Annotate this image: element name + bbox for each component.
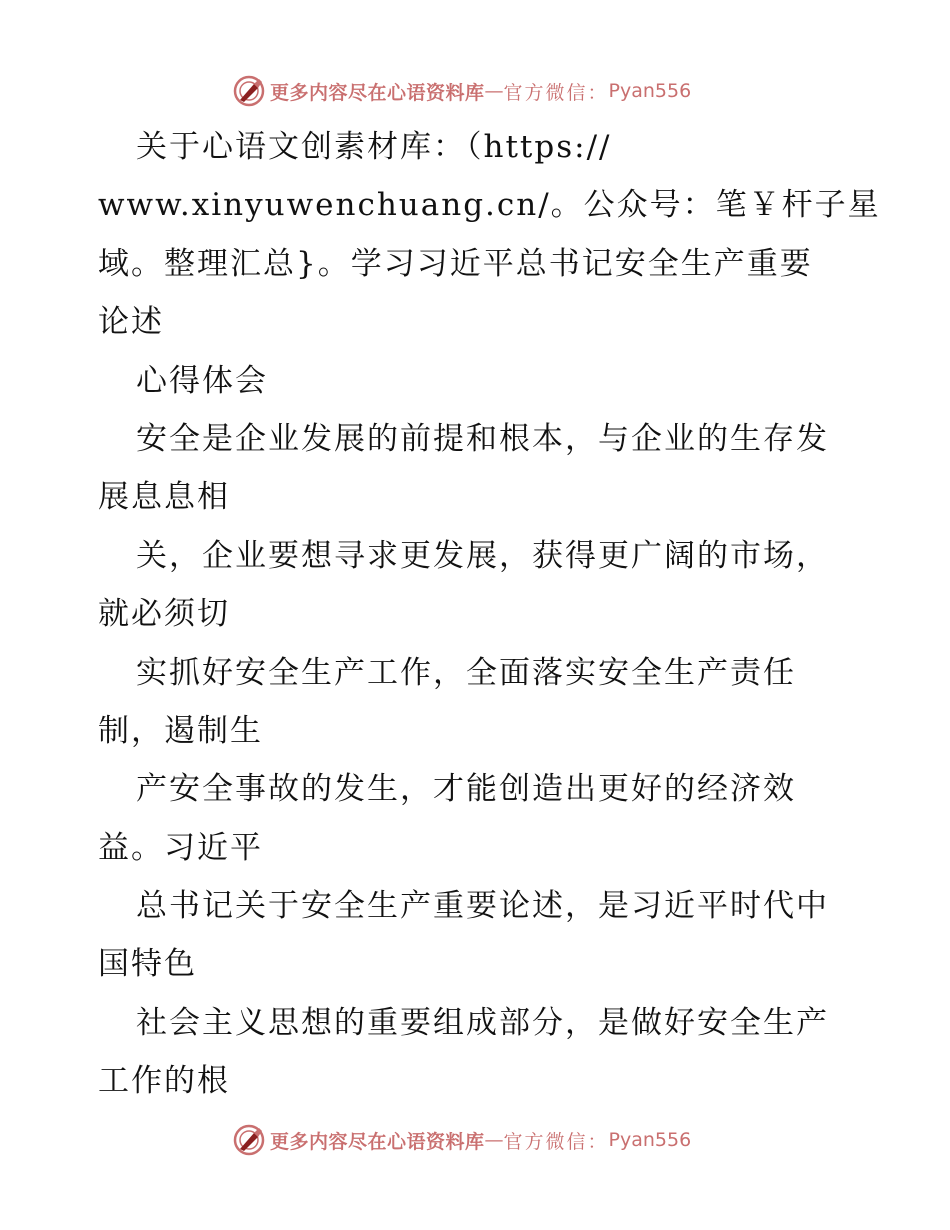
body-line: www.xinyuwenchuang.cn/。公众号：笔￥杆子星 (98, 187, 881, 224)
body-line: 域。整理汇总}。学习习近平总书记安全生产重要 (98, 245, 813, 282)
document-body (98, 118, 881, 1111)
header-banner (232, 71, 691, 111)
body-line: 国特色 (98, 946, 197, 983)
banner-wechat-label: 官方微信： (503, 81, 609, 104)
body-line: 工作的根 (98, 1063, 230, 1100)
banner-separator: — (484, 1129, 504, 1151)
body-line: 总书记关于安全生产重要论述，是习近平时代中 (136, 888, 829, 925)
body-line: 展息息相 (98, 479, 230, 516)
body-line: 益。习近平 (98, 829, 263, 866)
body-line: 论述 (98, 304, 164, 341)
body-line: 就必须切 (98, 596, 230, 633)
banner-wechat-id: Pyan556 (608, 80, 692, 102)
pen-nib-logo-icon (232, 74, 266, 108)
body-line: 心得体会 (136, 362, 268, 399)
pen-nib-logo-icon (232, 1123, 266, 1157)
body-line: 制，遏制生 (98, 712, 263, 749)
banner-separator: — (484, 80, 504, 102)
body-line: 关，企业要想寻求更发展，获得更广阔的市场， (136, 537, 829, 574)
banner-brand-text: 更多内容尽在心语资料库 (270, 81, 485, 104)
body-line: 安全是企业发展的前提和根本，与企业的生存发 (136, 420, 829, 457)
footer-banner (232, 1120, 691, 1160)
banner-brand-text: 更多内容尽在心语资料库 (270, 1130, 485, 1153)
banner-wechat-label: 官方微信： (503, 1130, 609, 1153)
body-line: 社会主义思想的重要组成部分，是做好安全生产 (136, 1004, 829, 1041)
banner-wechat-id: Pyan556 (608, 1129, 692, 1151)
body-line: 实抓好安全生产工作，全面落实安全生产责任 (136, 654, 796, 691)
body-line: 关于心语文创素材库：（https:// (136, 129, 612, 165)
body-line: 产安全事故的发生，才能创造出更好的经济效 (136, 771, 796, 808)
